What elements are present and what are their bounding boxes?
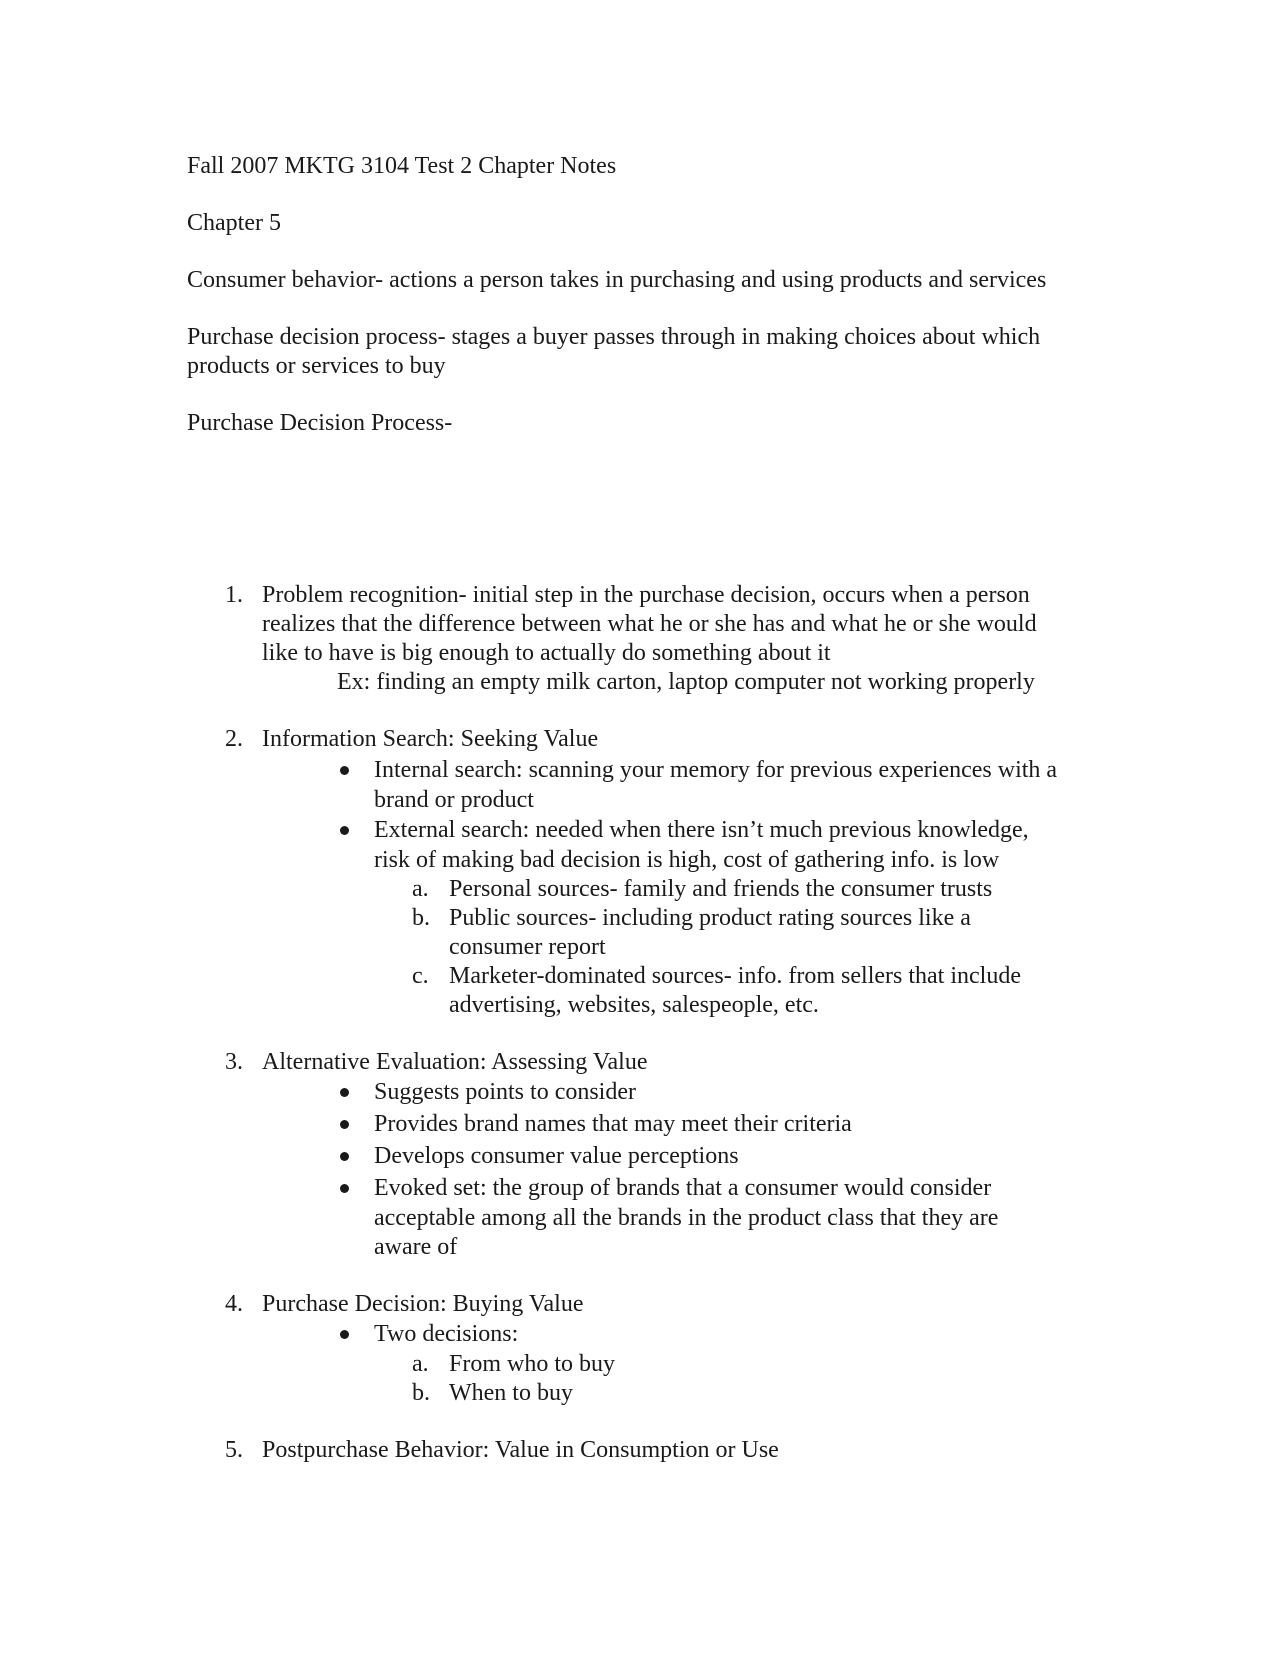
sub-letter: a. bbox=[412, 1351, 429, 1377]
bullet-icon bbox=[340, 826, 349, 835]
sub-letter: b. bbox=[412, 1380, 430, 1406]
bullet-line: brand or product bbox=[374, 787, 534, 813]
step-number: 5. bbox=[225, 1437, 243, 1463]
step-4-heading: Purchase Decision: Buying Value bbox=[262, 1291, 584, 1317]
sub-letter: a. bbox=[412, 876, 429, 902]
step-number: 3. bbox=[225, 1049, 243, 1075]
bullet-icon bbox=[340, 1152, 349, 1161]
step-5-heading: Postpurchase Behavior: Value in Consumption or Use bbox=[262, 1437, 779, 1463]
sub-letter: c. bbox=[412, 963, 429, 989]
step-1-line-3: like to have is big enough to actually do something about it bbox=[262, 640, 831, 666]
bullet-line: aware of bbox=[374, 1234, 458, 1260]
chapter-heading: Chapter 5 bbox=[187, 210, 281, 236]
doc-title: Fall 2007 MKTG 3104 Test 2 Chapter Notes bbox=[187, 153, 617, 179]
sub-letter: b. bbox=[412, 905, 430, 931]
sub-item-line: Marketer-dominated sources- info. from sellers that include bbox=[449, 963, 1021, 989]
bullet-line: risk of making bad decision is high, cost of gathering info. is low bbox=[374, 847, 1000, 873]
step-1-line-1: Problem recognition- initial step in the purchase decision, occurs when a person bbox=[262, 582, 1030, 608]
bullet-line: acceptable among all the brands in the product class that they are bbox=[374, 1205, 999, 1231]
step-number: 2. bbox=[225, 726, 243, 752]
step-2-heading: Information Search: Seeking Value bbox=[262, 726, 599, 752]
step-1-line-2: realizes that the difference between what he or she has and what he or she would bbox=[262, 611, 1037, 637]
bullet-line: Provides brand names that may meet their criteria bbox=[374, 1111, 852, 1137]
bullet-icon bbox=[340, 1330, 349, 1339]
step-1-example: Ex: finding an empty milk carton, laptop computer not working properly bbox=[337, 669, 1035, 695]
bullet-line: External search: needed when there isn’t much previous knowledge, bbox=[374, 817, 1029, 843]
purchase-decision-definition-line-2: products or services to buy bbox=[187, 353, 446, 379]
bullet-line: Evoked set: the group of brands that a consumer would consider bbox=[374, 1175, 992, 1201]
purchase-decision-definition-line-1: Purchase decision process- stages a buyer passes through in making choices about which bbox=[187, 324, 1041, 350]
bullet-line: Suggests points to consider bbox=[374, 1079, 636, 1105]
sub-item-line: From who to buy bbox=[449, 1351, 616, 1377]
sub-item-line: Public sources- including product rating sources like a bbox=[449, 905, 971, 931]
bullet-icon bbox=[340, 1120, 349, 1129]
bullet-line: Internal search: scanning your memory for previous experiences with a bbox=[374, 757, 1058, 783]
step-number: 1. bbox=[225, 582, 243, 608]
bullet-icon bbox=[340, 1184, 349, 1193]
bullet-icon bbox=[340, 1088, 349, 1097]
sub-item-line: advertising, websites, salespeople, etc. bbox=[449, 992, 819, 1018]
bullet-line: Two decisions: bbox=[374, 1321, 519, 1347]
sub-item-line: Personal sources- family and friends the consumer trusts bbox=[449, 876, 993, 902]
sub-item-line: When to buy bbox=[449, 1380, 573, 1406]
bullet-icon bbox=[340, 766, 349, 775]
consumer-behavior-definition: Consumer behavior- actions a person takes in purchasing and using products and services bbox=[187, 267, 1047, 293]
sub-item-line: consumer report bbox=[449, 934, 606, 960]
step-number: 4. bbox=[225, 1291, 243, 1317]
step-3-heading: Alternative Evaluation: Assessing Value bbox=[262, 1049, 648, 1075]
bullet-line: Develops consumer value perceptions bbox=[374, 1143, 739, 1169]
purchase-decision-process-heading: Purchase Decision Process- bbox=[187, 410, 453, 436]
